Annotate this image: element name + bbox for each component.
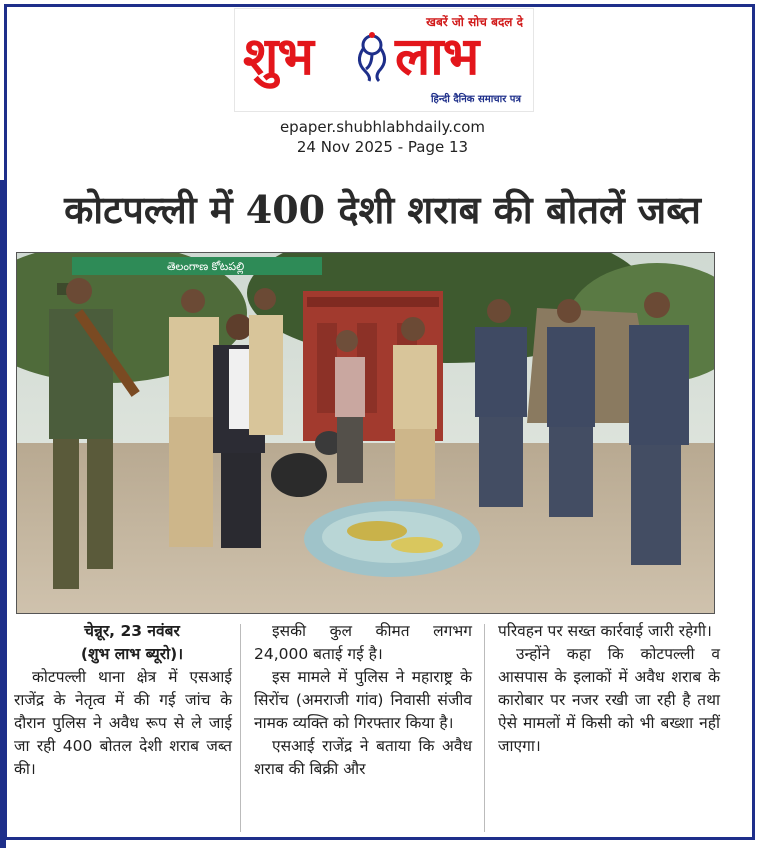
photo-illustration — [17, 253, 714, 613]
dateline-bureau: (शुभ लाभ ब्यूरो)। — [80, 645, 184, 663]
column-2-paragraph-1: इसकी कुल कीमत लगभग 24,000 बताई गई है। — [254, 622, 472, 663]
column-3-paragraph-1: परिवहन पर सख्त कार्रवाई जारी रहेगी। — [498, 622, 712, 640]
masthead — [234, 8, 534, 112]
column-1-paragraph: कोटपल्ली थाना क्षेत्र में एसआई राजेंद्र के नेतृत्व में की गई जांच के दौरान पुलिस ने अवैध रूप से ले जाई जा रही 400 बोतल देशी शराब जब्त की। — [14, 668, 232, 778]
article-headline: कोटपल्ली में 400 देशी शराब की बोतलें जब्त — [64, 187, 701, 232]
article-body — [14, 620, 724, 840]
ganesha-icon — [349, 31, 395, 83]
logo-word-right: लाभ — [395, 26, 479, 87]
article-column-2 — [254, 620, 472, 781]
epaper-url[interactable]: epaper.shubhlabhdaily.com — [279, 118, 486, 136]
column-divider — [240, 624, 241, 832]
page-edge-bar — [0, 180, 6, 848]
column-2-paragraph-3: एसआई राजेंद्र ने बताया कि अवैध शराब की बिक्री और — [254, 737, 472, 778]
column-divider — [484, 624, 485, 832]
article-column-1 — [14, 620, 232, 781]
article-column-3 — [498, 620, 720, 758]
column-3-paragraph-2: उन्होंने कहा कि कोटपल्ली व आसपास के इलाकों में अवैध शराब के कारोबार पर नजर रखी जा रही है तथा ऐसे मामलों में किसी को भी बख्शा नहीं जाएगा। — [498, 645, 720, 755]
masthead-tagline: खबरें जो सोच बदल दे — [426, 15, 523, 29]
column-2-paragraph-2: इस मामले में पुलिस ने महाराष्ट्र के सिरोंच (अमराजी गांव) निवासी संजीव नामक व्यक्ति को गिरफ्तार किया है। — [254, 668, 472, 732]
photo-banner-text: తెలంగాణ కోటపల్లి — [167, 260, 245, 273]
logo-word-left: शुभ — [243, 26, 313, 87]
edition-date-page: 24 Nov 2025 - Page 13 — [296, 138, 469, 156]
article-photo — [16, 252, 715, 614]
masthead-subtitle: हिन्दी दैनिक समाचार पत्र — [430, 94, 521, 105]
dateline-place: चेन्नूर, 23 नवंबर — [84, 622, 180, 640]
